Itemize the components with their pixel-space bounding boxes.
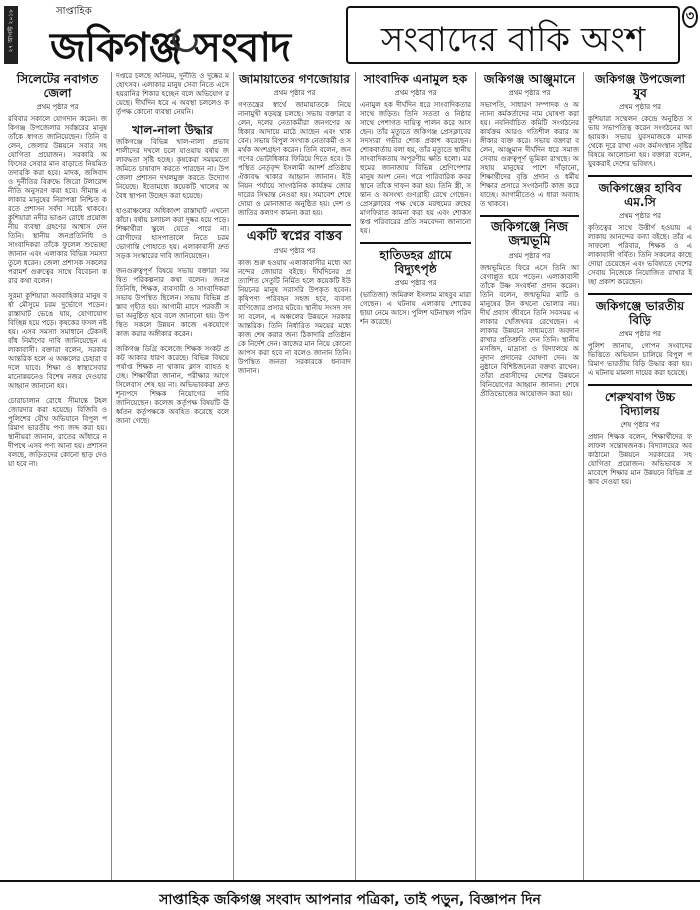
article (588, 390, 692, 487)
article-body: গণতন্ত্রের স্বার্থে জামায়াতকে নিয়ে নানামুখী ষড়যন্ত্র চলছে। সভায় বক্তারা বলেন, দলের নেতাকর্মীরা জনগণের অধিকার আদায়ে মাঠে আছেন এবং থাকবেন। সভায় বিপুল সংখ্যক নেতাকর্মী ও সমর্থক অংশগ্রহণ করেন। তিনি বলেন, জনগণের ভোটাধিকার ফিরিয়ে দিতে হবে। উপস্থিত নেতৃবৃন্দ ইসলামী আদর্শ প্রতিষ্ঠায় ঐক্যবদ্ধ থাকার আহ্বান জানান। ইউনিয়ন পর্যায়ে সাংগঠনিক কার্যক্রম জোরদারের সিদ্ধান্ত নেওয়া হয়। সমাবেশ শেষে দোয়া ও মোনাজাত অনুষ্ঠিত হয়। দেশ ও জাতির কল্যাণ কামনা করা হয়। (238, 101, 351, 217)
article-headline: খাল-নালা উদ্ধার (132, 123, 213, 137)
page-number: ৩ (682, 6, 698, 28)
paper-title: জকিগঞ্জ সংবাদ (50, 25, 291, 71)
article-headline: জকিগঞ্জ উপজেলা যুব (594, 72, 686, 100)
side-tab-text: ২৭ আগস্ট ২০১৮ (7, 8, 15, 53)
article (116, 267, 229, 339)
continued-label: প্রথম পৃষ্ঠার পর (36, 103, 79, 111)
article (360, 248, 471, 327)
article (116, 207, 229, 261)
continued-label: প্রথম পৃষ্ঠার পর (619, 103, 661, 111)
article-body: এনামুল হক দীর্ঘদিন ধরে সাংবাদিকতার সাথে জড়িত। তিনি সততা ও নিষ্ঠার সাথে পেশাগত দায়িত্ব পালন করে আসছেন। তাঁর মৃত্যুতে জকিগঞ্জ প্রেসক্লাবের সদস্যরা গভীর শোক প্রকাশ করেছেন। শোকবার্তায় বলা হয়, তাঁর মৃত্যুতে স্থানীয় সাংবাদিকতায় অপূরণীয় ক্ষতি হলো। মরহুমের জানাজায় বিভিন্ন শ্রেণিপেশার মানুষ অংশ নেন। পরে পারিবারিক কবরস্থানে তাঁকে দাফন করা হয়। তিনি স্ত্রী, সন্তান ও অসংখ্য গুণগ্রাহী রেখে গেছেন। প্রেসক্লাবের পক্ষ থেকে মরহুমের রুহের মাগফিরাত কামনা করা হয় এবং শোকসন্তপ্ত পরিবারের প্রতি সমবেদনা জানানো হয়। (360, 101, 471, 235)
article-body: প্রধান শিক্ষক বলেন, শিক্ষার্থীদের ফলাফল সন্তোষজনক। বিদ্যালয়ের অবকাঠামো উন্নয়নে সরকারের সহযোগিতা প্রয়োজন। অভিভাবক সমাবেশে শিক্ষার মান উন্নয়নে বিভিন্ন প্রস্তাব দেওয়া হয়। (588, 433, 692, 486)
date-side-tab (4, 6, 18, 64)
column-6 (584, 72, 696, 880)
weekly-label: সাপ্তাহিক (56, 6, 92, 17)
continued-label: প্রথম পৃষ্ঠার পর (394, 89, 437, 97)
article-headline: সাংবাদিক এনামুল হক (363, 72, 468, 86)
article (588, 181, 692, 287)
article (360, 72, 471, 236)
article-body: জকিগঞ্জে বিভিন্ন খাল-নালা প্রভাবশালীদের দখলে চলে যাওয়ায় বর্ষায় জলাবদ্ধতা সৃষ্টি হচ্ছে। কৃষকেরা সময়মতো জমিতে চাষাবাদ করতে পারছেন না। উপজেলা প্রশাসন দখলমুক্ত করতে উদ্যোগ নিয়েছে। ইতোমধ্যে কয়েকটি খালের অবৈধ স্থাপনা উচ্ছেদ করা হয়েছে। (116, 138, 229, 200)
article (116, 345, 229, 426)
article-body: সভাপতি, সাধারণ সম্পাদক ও অন্যান্য কর্মকর্তাদের নাম ঘোষণা করা হয়। নবনির্বাচিত কমিটি সংগঠনের কার্যক্রম আরও গতিশীল করার অঙ্গীকার ব্যক্ত করে। সভায় বক্তারা বলেন, আঞ্জুমান দীর্ঘদিন ধরে সমাজসেবায় গুরুত্বপূর্ণ ভূমিকা রাখছে। অসহায় মানুষের পাশে দাঁড়ানো, শিক্ষার্থীদের বৃত্তি প্রদান ও ধর্মীয় শিক্ষার প্রসারে সংগঠনটি কাজ করে যাচ্ছে। আগামীতেও এ ধারা অব্যাহত থাকবে। (480, 101, 579, 208)
banner-title: সংবাদের বাকি অংশ (380, 20, 646, 60)
continued-label: শেষ পৃষ্ঠার পর (620, 421, 660, 429)
article-body: চোরাচালান রোধে সীমান্তে টহল জোরদার করা হয়েছে। বিজিবি ও পুলিশের যৌথ অভিযানে বিপুল পরিমাণ ভারতীয় পণ্য জব্দ করা হয়। স্থানীয়রা জানান, রাতের আঁধারে নদীপথে এসব পণ্য আনা হয়। প্রশাসন বলছে, জড়িতদের কোনো ছাড় দেওয়া হবে না। (8, 397, 107, 468)
article-body: কৃতিত্বের সাথে উত্তীর্ণ হওয়ায় এলাকায় আনন্দের বন্যা বইছে। তাঁর এ সাফল্যে পরিবার, শিক্ষক ও এলাকাবাসী গর্বিত। তিনি সকলের কাছে দোয়া চেয়েছেন এবং ভবিষ্যতে দেশের সেবায় নিজেকে নিয়োজিত রাখার ইচ্ছা প্রকাশ করেছেন। (588, 224, 692, 286)
article (8, 397, 107, 469)
article (8, 72, 107, 286)
article-body: রবিবার সকালে যোগদান করেন। জকিগঞ্জ উপজেলার সর্বস্তরের মানুষ তাঁকে স্বাগত জানিয়েছেন। তিনি বলেন, জেলার উন্নয়নে সবার সহযোগিতা প্রয়োজন। সরকারি অফিসের সেবার মান বাড়াতে নিয়মিত তদারকি করা হবে। মাদক, জঙ্গিবাদ ও দুর্নীতির বিরুদ্ধে জিরো টলারেন্স নীতি অনুসরণ করা হবে। সীমান্ত এলাকার মানুষের নিরাপত্তা নিশ্চিত করতে প্রশাসন সর্বদা সচেষ্ট থাকবে। কুশিয়ারা নদীর ভাঙন রোধে প্রয়োজনীয় ব্যবস্থা গ্রহণের আশ্বাস দেন তিনি। স্থানীয় জনপ্রতিনিধি ও সাংবাদিকরা তাঁকে ফুলেল শুভেচ্ছা জানান এবং এলাকার বিভিন্ন সমস্যা তুলে ধরেন। জেলা প্রশাসক সকলের পরামর্শ গুরুত্বের সাথে বিবেচনা করার কথা বলেন। (8, 115, 107, 285)
article-headline: জকিগঞ্জে ভারতীয় বিড়ি (595, 299, 685, 327)
continued-label: প্রথম পৃষ্ঠার পর (508, 89, 551, 97)
article (480, 221, 579, 399)
article (238, 72, 351, 218)
article (116, 123, 229, 201)
continued-label: প্রথম পৃষ্ঠার পর (394, 279, 437, 287)
column-5 (476, 72, 584, 880)
article-body: কুশিয়ারা সম্মেলন কেন্দ্রে অনুষ্ঠিত সভায় সভাপতিত্ব করেন সংগঠনের আহ্বায়ক। সভায় যুবসমাজকে মাদক থেকে দূরে রাখা এবং কর্মসংস্থান সৃষ্টির বিষয়ে আলোচনা হয়। বক্তারা বলেন, যুবকরাই দেশের ভবিষ্যৎ। (588, 115, 692, 168)
divider (588, 384, 692, 386)
column-1 (4, 72, 112, 880)
article (480, 72, 579, 209)
footer-slogan: সাপ্তাহিক জকিগঞ্জ সংবাদ আপনার পত্রিকা, তাই পড়ুন, বিজ্ঞাপন দিন (159, 892, 541, 908)
article (116, 72, 229, 117)
divider (588, 175, 692, 177)
article-headline: জকিগঞ্জে নিজ জন্মভূমি (491, 220, 568, 249)
continued-label: প্রথম পৃষ্ঠার পর (273, 247, 316, 255)
article-headline: জকিগঞ্জ আঞ্জুমানে (483, 72, 576, 86)
divider (238, 224, 351, 226)
article (238, 230, 351, 376)
article-body: জকিগঞ্জ ডিগ্রি কলেজে শিক্ষক সংকট প্রকট আকার ধারণ করেছে। বিভিন্ন বিষয়ে পর্যাপ্ত শিক্ষক না থাকায় ক্লাস ব্যাহত হচ্ছে। শিক্ষার্থীরা জানান, পরীক্ষার আগে সিলেবাস শেষ হয় না। অভিভাবকরা দ্রুত শূন্যপদে শিক্ষক নিয়োগের দাবি জানিয়েছেন। কলেজ কর্তৃপক্ষ বিষয়টি ঊর্ধ্বতন কর্তৃপক্ষকে অবহিত করেছে বলে জানা গেছে। (116, 345, 229, 425)
article-body: পুলিশ জানায়, গোপন সংবাদের ভিত্তিতে অভিযান চালিয়ে বিপুল পরিমাণ ভারতীয় বিড়ি উদ্ধার করা হয়। এ ঘটনায় মামলা দায়ের করা হয়েছে। (588, 342, 692, 377)
article (588, 299, 692, 378)
news-content (4, 72, 696, 880)
divider (360, 242, 471, 244)
article-body: জনগুরুত্বপূর্ণ বিষয়ে সভায় বক্তারা সমন্বিত পরিকল্পনার কথা বলেন। জনপ্রতিনিধি, শিক্ষক, ব্যবসায়ী ও সাংবাদিকরা সভায় উপস্থিত ছিলেন। সভায় বিভিন্ন প্রস্তাব গৃহীত হয়। আগামী মাসে পরবর্তী সভা অনুষ্ঠিত হবে বলে জানানো হয়। উপস্থিত সকলে উন্নয়ন কাজে একযোগে কাজ করার অঙ্গীকার করেন। (116, 267, 229, 338)
article-headline: জকিগঞ্জের হাবিব এম.সি (598, 181, 682, 209)
column-2 (112, 72, 234, 880)
section-banner (346, 6, 680, 64)
article (8, 292, 107, 391)
divider (480, 215, 579, 217)
continued-label: প্রথম পৃষ্ঠার পর (619, 212, 661, 220)
continued-label: প্রথম পৃষ্ঠার পর (508, 252, 551, 260)
article (588, 72, 692, 169)
article-body: (ভাতিজা) জমিরুল ইসলাম মাহবুব মারা গেছেন। এ ঘটনায় এলাকায় শোকের ছায়া নেমে আসে। পুলিশ ঘটনাস্থল পরিদর্শন করেছে। (360, 291, 471, 326)
footer (0, 880, 700, 910)
article-headline: জামায়াতের গণজোয়ার (239, 72, 350, 86)
article-headline: একটি স্বপ্নের বাস্তব (246, 229, 343, 244)
article-headline: শেরুখবাগ উচ্চ বিদ্যালয় (604, 390, 676, 418)
column-4 (356, 72, 476, 880)
article-body: কাজ শুরু হওয়ায় এলাকাবাসীর মধ্যে আনন্দের জোয়ার বইছে। দীর্ঘদিনের প্রত্যাশিত সেতুটি নির্মিত হলে কয়েকটি ইউনিয়নের মানুষ সরাসরি উপকৃত হবেন। কৃষিপণ্য পরিবহন সহজ হবে, ব্যবসা বাণিজ্যের প্রসার ঘটবে। স্থানীয় সংসদ সদস্য বলেন, এ অঞ্চলের উন্নয়নে সরকার আন্তরিক। তিনি নির্ধারিত সময়ের মধ্যে কাজ শেষ করার জন্য ঠিকাদারি প্রতিষ্ঠানকে নির্দেশ দেন। কাজের মান নিয়ে কোনো আপস করা হবে না বলেও জানান তিনি। উপস্থিত জনতা সরকারকে ধন্যবাদ জানান। (238, 259, 351, 375)
masthead (0, 0, 700, 72)
article-body: জন্মভূমিতে ফিরে এসে তিনি আবেগাপ্লুত হয়ে পড়েন। এলাকাবাসী তাঁকে উষ্ণ সংবর্ধনা প্রদান করেন। তিনি বলেন, জন্মভূমির মাটি ও মানুষের টান কখনো ভোলার নয়। দীর্ঘ প্রবাস জীবনে তিনি সবসময় এলাকার খোঁজখবর রেখেছেন। এলাকার উন্নয়নে সাধ্যমতো অবদান রাখার প্রতিশ্রুতি দেন তিনি। স্থানীয় মসজিদ, মাদ্রাসা ও বিদ্যালয়ে অনুদান প্রদানের ঘোষণা দেন। অনুষ্ঠানে বিশিষ্টজনেরা বক্তব্য রাখেন। তাঁরা প্রবাসীদের দেশের উন্নয়নে বিনিয়োগের আহ্বান জানান। শেষে প্রীতিভোজের আয়োজন করা হয়। (480, 264, 579, 398)
article-headline: হাতিডহর গ্রামে বিদ্যুৎপৃষ্ঠ (379, 248, 452, 276)
continued-label: প্রথম পৃষ্ঠার পর (619, 330, 661, 338)
divider (588, 293, 692, 295)
article-body: হাওরাঞ্চলের অধিকাংশ রাস্তাঘাট এখনো কাঁচা। বর্ষায় চলাচল করা দুষ্কর হয়ে পড়ে। শিক্ষার্থীরা স্কুলে যেতে পারে না। রোগীদের হাসপাতালে নিতে চরম ভোগান্তি পোহাতে হয়। এলাকাবাসী দ্রুত সড়ক সংস্কারের দাবি জানিয়েছেন। (116, 207, 229, 260)
article-body: সুরমা কুশিয়ারা অববাহিকার মানুষ বর্ষা মৌসুমে চরম দুর্ভোগে পড়েন। রাস্তাঘাট ভেঙে যায়, যোগাযোগ বিচ্ছিন্ন হয়ে পড়ে। কৃষকের ফসল নষ্ট হয়। এসব সমস্যা সমাধানে টেকসই বাঁধ নির্মাণের দাবি জানিয়েছেন এলাকাবাসী। বক্তারা বলেন, সরকার আন্তরিক হলে এ অঞ্চলের চেহারা বদলে যাবে। শিক্ষা ও স্বাস্থ্যসেবার মানোন্নয়নেও বিশেষ নজর দেওয়ার আহ্বান জানানো হয়। (8, 292, 107, 390)
paper-nameplate (22, 2, 340, 71)
column-3 (234, 72, 356, 880)
continued-label: প্রথম পৃষ্ঠার পর (273, 89, 316, 97)
article-headline: সিলেটের নবাগত জেলা (16, 72, 99, 100)
article-body: দপ্তরে চলছে অনিয়ম, দুর্নীতি ও দুষ্কের মহোৎসব। এলাকার মানুষ সেবা নিতে এসে হয়রানির শিকার হচ্ছেন বলে অভিযোগ রয়েছে। দীর্ঘদিন ধরে এ অবস্থা চললেও কর্তৃপক্ষ কোনো ব্যবস্থা নেয়নি। (116, 72, 229, 116)
